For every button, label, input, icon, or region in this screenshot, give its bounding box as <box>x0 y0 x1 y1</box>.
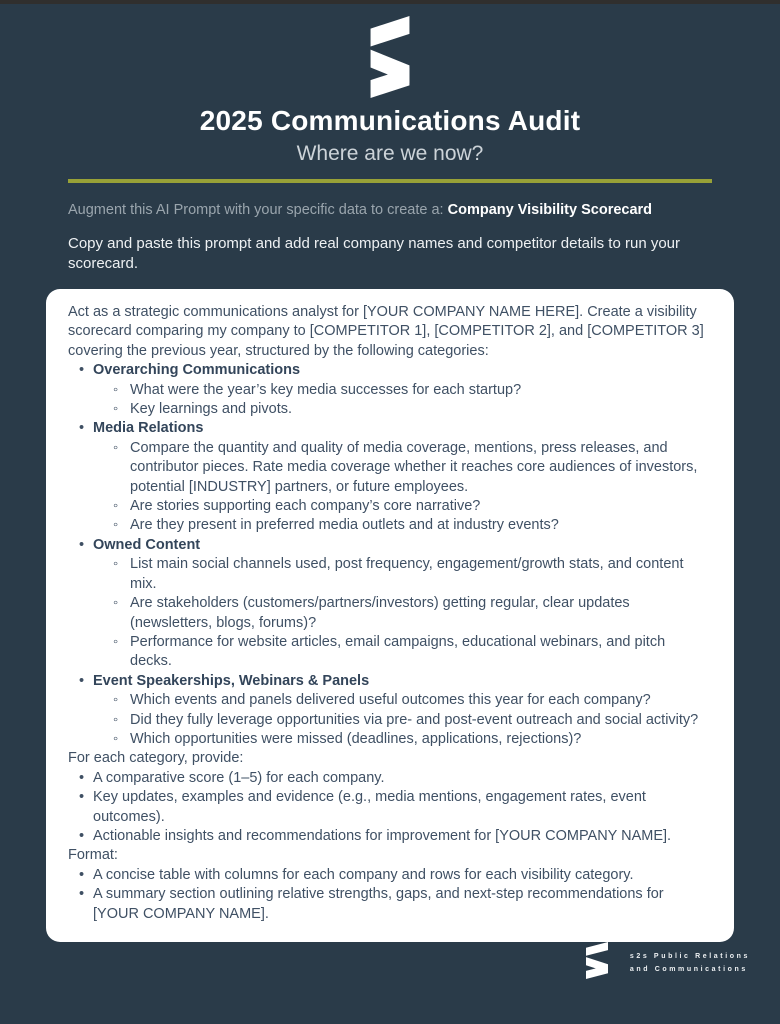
bullet-item: • A comparative score (1–5) for each company. <box>93 769 710 788</box>
bullet-item: • A concise table with columns for each company and rows for each visibility category. <box>93 866 710 885</box>
for-each-label: For each category, provide: <box>68 750 244 767</box>
category-list <box>68 361 710 749</box>
sub-item-list <box>93 555 710 671</box>
s2s-ribbon-logo-small-icon <box>586 942 608 984</box>
sub-item: ◦ Key learnings and pivots. <box>130 400 710 419</box>
footer-brand <box>586 942 750 984</box>
sub-item-list <box>93 439 710 536</box>
bullet-item: • Key updates, examples and evidence (e.g., media mentions, engagement rates, event outcomes). <box>93 788 710 827</box>
augment-prefix: Augment this AI Prompt with your specific data to create a: <box>68 202 448 218</box>
top-edge-strip <box>0 0 780 4</box>
sub-item-list <box>93 691 710 749</box>
sub-item: ◦ Performance for website articles, email campaigns, educational webinars, and pitch decks. <box>130 633 710 672</box>
provide-list <box>68 769 710 847</box>
intro-section <box>68 203 712 273</box>
category-item <box>93 361 710 419</box>
sub-item: ◦ Did they fully leverage opportunities via pre- and post-event outreach and social activity? <box>130 711 710 730</box>
category-item <box>93 672 710 750</box>
footer-brand-line2: and Communications <box>629 966 748 973</box>
category-item <box>93 536 710 672</box>
augment-line <box>68 203 712 218</box>
footer-brand-line1: s2s Public Relations <box>629 953 750 960</box>
copy-paste-instruction: Copy and paste this prompt and add real company names and competitor details to run your scorecard. <box>68 235 681 272</box>
category-title: Overarching Communications <box>93 362 301 379</box>
accent-divider <box>68 179 712 183</box>
format-list <box>68 866 710 924</box>
category-title: Event Speakerships, Webinars & Panels <box>93 672 370 689</box>
prompt-intro-paragraph: Act as a strategic communications analyst for [YOUR COMPANY NAME HERE]. Create a visibility scorecard comparing my company to [COMPETITOR 1], [COMPETITOR 2], and [COMPETITOR 3] covering the previous year, structured by the following categories: <box>68 304 704 359</box>
sub-item: ◦ What were the year’s key media successes for each startup? <box>130 381 710 400</box>
header-logo <box>0 16 780 98</box>
bullet-item: • Actionable insights and recommendations for improvement for [YOUR COMPANY NAME]. <box>93 827 710 846</box>
category-title: Owned Content <box>93 536 201 553</box>
footer-brand-text <box>630 950 750 976</box>
format-label: Format: <box>68 847 118 864</box>
bullet-item: • A summary section outlining relative strengths, gaps, and next-step recommendations for [YOUR COMPANY NAME]. <box>93 885 710 924</box>
sub-item: ◦ Which opportunities were missed (deadlines, applications, rejections)? <box>130 730 710 749</box>
s2s-ribbon-logo-icon <box>370 16 410 98</box>
sub-item: ◦ List main social channels used, post frequency, engagement/growth stats, and content mix. <box>130 555 710 594</box>
sub-item: ◦ Are they present in preferred media outlets and at industry events? <box>130 516 710 535</box>
category-item <box>93 419 710 535</box>
category-title: Media Relations <box>93 420 204 437</box>
page-title: 2025 Communications Audit <box>199 105 581 136</box>
sub-item: ◦ Are stories supporting each company’s core narrative? <box>130 497 710 516</box>
augment-highlight: Company Visibility Scorecard <box>447 202 653 218</box>
page-subtitle: Where are we now? <box>296 142 484 165</box>
sub-item-list <box>93 381 710 420</box>
sub-item: ◦ Are stakeholders (customers/partners/investors) getting regular, clear updates (newsletters, blogs, forums)? <box>130 594 710 633</box>
sub-item: ◦ Compare the quantity and quality of media coverage, mentions, press releases, and contributor pieces. Rate media coverage whether it reaches core audiences of investors, potential [INDUSTRY] partners, or future employees. <box>130 439 710 497</box>
sub-item: ◦ Which events and panels delivered useful outcomes this year for each company? <box>130 691 710 710</box>
header <box>0 16 780 183</box>
prompt-card <box>46 289 734 942</box>
